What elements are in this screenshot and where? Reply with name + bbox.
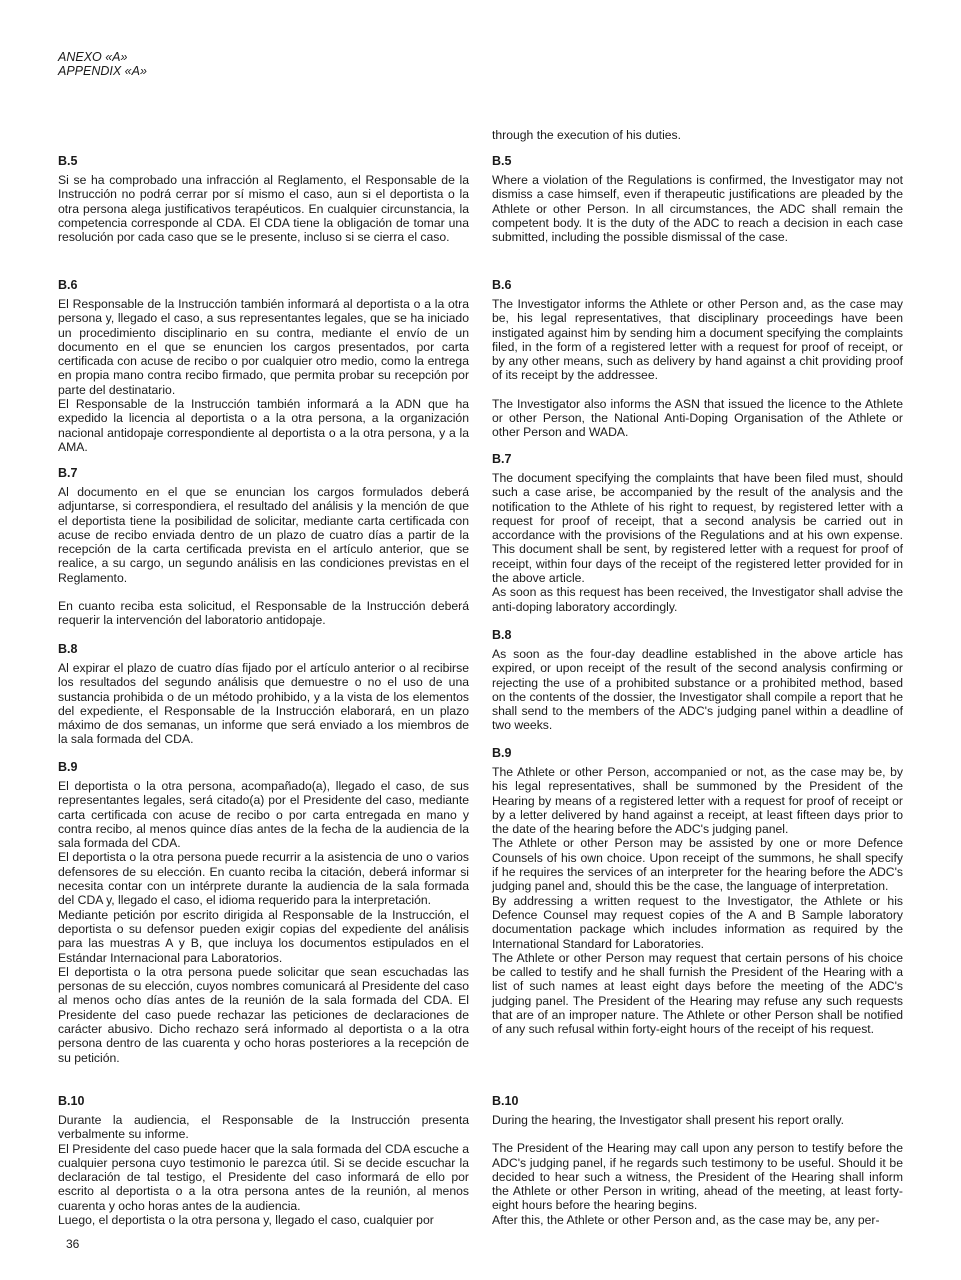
section-title: B.8 — [58, 642, 78, 656]
paragraph: The document specifying the complaints that have been filed must, should such a case arise, be accompanied by the result of the analysis and the notification to the Athlete of his right to request, by registered letter with a request for proof of receipt, that a second analysis be carried out in accordance with the provisions of the Regulations and at his own expense. This document shall be sent, by registered letter with a request for proof of receipt, within four days of the receipt of the registered letter provided for in the above article. — [492, 471, 903, 586]
section-title: B.9 — [492, 746, 512, 760]
paragraph: Al expirar el plazo de cuatro días fijado por el artículo anterior o al recibirse los resultados del segundo análisis que demuestre o no el uso de una sustancia prohibida o de un método prohibido, y a la vista de los elementos del expediente, el Responsable de la Instrucción elaborará, en un plazo máximo de dos semanas, un informe que será enviado a los miembros de la sala formada del CDA. — [58, 661, 469, 747]
paragraph: El deportista o la otra persona puede solicitar que sean escuchadas las personas de su elección, cuyos nombres comunicará al Presidente del caso al menos ocho días antes de la reunión de la sala formada del CDA. El Presidente del caso puede rechazar las peticiones de declaraciones de carácter abusivo. Dicho rechazo será informado al deportista o a la otra persona dentro de las cuarenta y ocho horas posteriores a la recepción de su petición. — [58, 964, 469, 1065]
page-header — [58, 50, 147, 78]
section-title: B.6 — [492, 278, 512, 292]
section-title: B.5 — [492, 154, 512, 168]
paragraph: En cuanto reciba esta solicitud, el Responsable de la Instrucción deberá requerir la intervención del laboratorio antidopaje. — [58, 599, 469, 628]
paragraph: Where a violation of the Regulations is confirmed, the Investigator may not dismiss a case himself, even if therapeutic justifications are pleaded by the Athlete or other Person. In all circumstances, the ADC shall remain the competent body. It is the duty of the ADC to reach a decision in each case submitted, including the possible dismissal of the case. — [492, 173, 903, 245]
section-b10-en — [492, 1094, 903, 1227]
paragraph: through the execution of his duties. — [492, 128, 682, 142]
section-b5-en — [492, 154, 903, 244]
paragraph: El deportista o la otra persona, acompañado(a), llegado el caso, de sus representantes legales, será citado(a) por el Presidente del caso, mediante carta certificada con acuse de recibo o por carta entregada en mano y contra recibo, al menos quince días antes de la fecha de la audiencia de la sala formada del CDA. — [58, 779, 469, 851]
paragraph: El Responsable de la Instrucción también informará a la ADN que ha expedido la licencia al deportista o a la otra persona, a la organización nacional antidopaje correspondiente al deportista o a la otra persona, y a la AMA. — [58, 397, 469, 454]
paragraph: The Investigator informs the Athlete or other Person and, as the case may be, his legal representatives, that disciplinary proceedings have been instigated against him by sending him a document specifying the complaints filed, in the form of a registered letter with a request for proof of receipt, or by any other means, such as delivery by hand against a chit providing proof of its receipt by the addressee. — [492, 297, 903, 383]
section-b10-es — [58, 1094, 469, 1227]
paragraph: By addressing a written request to the Investigator, the Athlete or his Defence Counsel may request copies of the A and B Sample laboratory documentation package which includes information as required by the International Standard for Laboratories. — [492, 893, 903, 951]
section-b7-es — [58, 466, 469, 628]
paragraph: El deportista o la otra persona puede recurrir a la asistencia de uno o varios defensores de su elección. En cuanto reciba la citación, deberá informar si necesita contar con un intérprete durante la audiencia de la sala formada del CDA y, llegado el caso, el idioma requerido para la interpretación. — [58, 850, 469, 908]
paragraph: Mediante petición por escrito dirigida al Responsable de la Instrucción, el deportista o su defensor pueden exigir copias del expediente del análisis para las muestras A y B, que incluya los documentos estipulados en el Estándar Internacional para Laboratorios. — [58, 907, 469, 965]
paragraph: Al documento en el que se enuncian los cargos formulados deberá adjuntarse, si correspondiera, el resultado del análisis y la mención de que el deportista tiene la posibilidad de solicitar, mediante carta certificada con acuse de recibo enviada dentro de un plazo de cuatro días a partir de la recepción de la carta certificada prevista en el artículo anterior, que se realice, a su cargo, un segundo análisis en las condiciones previstas en el Reglamento. — [58, 485, 469, 585]
section-title: B.7 — [58, 466, 78, 480]
continuation-text — [492, 128, 903, 142]
paragraph: Durante la audiencia, el Responsable de la Instrucción presenta verbalmente su informe. — [58, 1113, 469, 1142]
section-b7-en — [492, 452, 903, 614]
section-title: B.6 — [58, 278, 78, 292]
header-line-en: APPENDIX «A» — [58, 64, 147, 78]
paragraph: The Investigator also informs the ASN that issued the licence to the Athlete or other Person, the National Anti-Doping Organisation of the Athlete or other Person and WADA. — [492, 396, 903, 440]
page-number: 36 — [66, 1237, 80, 1251]
header-line-es: ANEXO «A» — [58, 50, 128, 64]
section-title: B.9 — [58, 760, 78, 774]
section-title: B.10 — [58, 1094, 85, 1108]
section-title: B.5 — [58, 154, 78, 168]
section-title: B.10 — [492, 1094, 519, 1108]
paragraph: As soon as this request has been received, the Investigator shall advise the anti-doping laboratory accordingly. — [492, 585, 903, 614]
paragraph: Si se ha comprobado una infracción al Reglamento, el Responsable de la Instrucción no podrá cerrar por sí mismo el caso, aun si el deportista o la otra persona alega justificativos terapéuticos. En cualquier circunstancia, la competencia corresponde al CDA. El CDA tiene la obligación de tomar una resolución por cada caso que se le presente, incluso si se cierra el caso. — [58, 173, 469, 245]
section-b6-es — [58, 278, 469, 454]
paragraph: El Responsable de la Instrucción también informará al deportista o a la otra persona y, llegado el caso, a sus representantes legales, que se ha iniciado un procedimiento disciplinario en su contra, mediante el envío de un documento en el que se enuncien los cargos presentados, por carta certificada con acuse de recibo o por cualquier otro medio, como la entrega en propia mano contra recibo firmado, que permita probar su recepción por parte del destinatario. — [58, 297, 469, 397]
section-title: B.8 — [492, 628, 512, 642]
paragraph: Luego, el deportista o la otra persona y, llegado el caso, cualquier por — [58, 1213, 434, 1228]
paragraph: The Athlete or other Person may be assisted by one or more Defence Counsels of his own choice. Upon receipt of the summons, he shall specify if he requires the services of an interpreter for the hearing before the ADC's judging panel and, should this be the case, the language of interpretation. — [492, 836, 903, 894]
paragraph: During the hearing, the Investigator shall present his report orally. — [492, 1113, 845, 1127]
section-title: B.7 — [492, 452, 512, 466]
section-b6-en — [492, 278, 903, 440]
paragraph: As soon as the four-day deadline established in the above article has expired, or upon receipt of the result of the second analysis confirming or rejecting the use of a prohibited substance or a prohibited method, based on the contents of the dossier, the Investigator shall compile a report that he shall send to the members of the ADC's judging panel within a deadline of two weeks. — [492, 647, 903, 733]
section-b8-es — [58, 642, 469, 747]
section-b9-es — [58, 760, 469, 1065]
paragraph: After this, the Athlete or other Person and, as the case may be, any per- — [492, 1212, 880, 1227]
section-b8-en — [492, 628, 903, 733]
section-b5-es — [58, 154, 469, 244]
paragraph: The President of the Hearing may call upon any person to testify before the ADC's judging panel, if he regards such testimony to be useful. Should it be decided to hear such a witness, the President of the Hearing shall inform the Athlete or other Person in writing, ahead of the meeting, at least forty-eight hours before the hearing begins. — [492, 1141, 903, 1213]
paragraph: The Athlete or other Person may request that certain persons of his choice be called to testify and he shall furnish the President of the Hearing with a list of such names at least eight days before the meeting of the ADC's judging panel. The President of the Hearing may refuse any such requests that are of an improper nature. The Athlete or other Person shall be notified of any such refusal within forty-eight hours of the receipt of his request. — [492, 950, 903, 1037]
paragraph: El Presidente del caso puede hacer que la sala formada del CDA escuche a cualquier persona cuyo testimonio le parezca útil. Si se decide escuchar la declaración de tal testigo, el Presidente del caso informará de ello por escrito al deportista o a la otra persona antes de la reunión, al menos cuarenta y ocho horas antes de la audiencia. — [58, 1141, 469, 1213]
section-b9-en — [492, 746, 903, 1037]
paragraph: The Athlete or other Person, accompanied or not, as the case may be, by his legal representatives, shall be summoned by the President of the Hearing by means of a registered letter with a request for proof of receipt or by a letter delivered by hand against a receipt, at least fifteen days prior to the date of the hearing before the ADC's judging panel. — [492, 765, 903, 837]
